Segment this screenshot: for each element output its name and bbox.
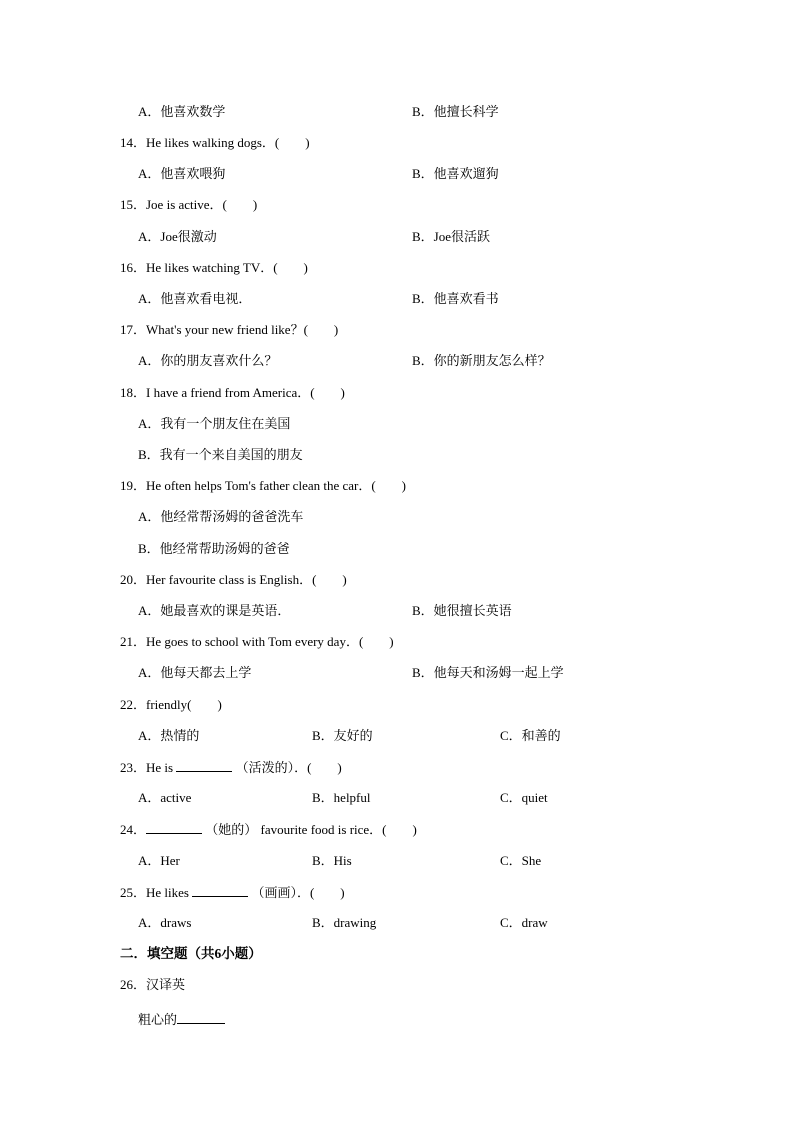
q18-option-a[interactable]: A．我有一个朋友住在美国 [138,416,291,431]
q25-option-a[interactable]: A．draws [138,915,192,930]
q23-option-a[interactable]: A．active [138,790,192,805]
q26-stem: 26．汉译英 [120,977,186,992]
q25-answer-blank[interactable] [192,883,248,897]
q25-stem-post: （画画）．( ) [251,885,345,900]
q23-stem-pre: 23．He is [120,760,174,775]
q20-option-a[interactable]: A．她最喜欢的课是英语． [138,603,291,618]
q25-stem [120,883,345,902]
q25-option-b[interactable]: B．drawing [312,915,377,930]
q15-option-a[interactable]: A．Joe很激动 [138,229,217,244]
q19-option-a[interactable]: A．他经常帮汤姆的爸爸洗车 [138,509,304,524]
q14-option-b[interactable]: B．他喜欢遛狗 [412,166,499,181]
q16-stem: 16．He likes watching TV．( ) [120,260,308,275]
q26-item-1-label: 粗心的 [138,1012,178,1027]
section-heading-fill-in: 二．填空题（共6小题） [120,946,262,961]
q16-option-b[interactable]: B．他喜欢看书 [412,291,499,306]
q15-option-b[interactable]: B．Joe很活跃 [412,229,491,244]
q18-option-b[interactable]: B．我有一个来自美国的朋友 [138,447,303,462]
q24-stem-post: （她的） favourite food is rice．( ) [205,822,417,837]
q17-option-b[interactable]: B．你的新朋友怎么样？ [412,353,551,368]
q19-option-b[interactable]: B．他经常帮助汤姆的爸爸 [138,541,290,556]
q24-option-c[interactable]: C．She [500,853,542,868]
q13-option-a[interactable]: A．他喜欢数学 [138,104,226,119]
q13-option-b[interactable]: B．他擅长科学 [412,104,499,119]
q23-option-c[interactable]: C．quiet [500,790,548,805]
q23-option-b[interactable]: B．helpful [312,790,371,805]
q23-answer-blank[interactable] [176,758,232,772]
q21-option-b[interactable]: B．他每天和汤姆一起上学 [412,665,564,680]
q15-stem: 15．Joe is active．( ) [120,197,258,212]
q25-option-c[interactable]: C．draw [500,915,548,930]
q21-stem: 21．He goes to school with Tom every day．( ) [120,634,394,649]
q24-stem [120,820,417,839]
q23-stem [120,758,342,777]
q26-item-1-blank[interactable] [177,1010,225,1024]
q14-stem: 14．He likes walking dogs．( ) [120,135,310,150]
q18-stem: 18．I have a friend from America．( ) [120,385,345,400]
q17-stem: 17．What's your new friend like？( ) [120,322,339,337]
q20-stem: 20．Her favourite class is English．( ) [120,572,347,587]
q22-option-a[interactable]: A．热情的 [138,728,200,743]
q20-option-b[interactable]: B．她很擅长英语 [412,603,512,618]
q24-option-b[interactable]: B．His [312,853,352,868]
q22-option-c[interactable]: C．和善的 [500,728,561,743]
q24-answer-blank[interactable] [146,820,202,834]
q24-stem-pre: 24． [120,822,147,837]
q23-stem-post: （活泼的）．( ) [235,760,342,775]
q24-option-a[interactable]: A．Her [138,853,180,868]
q22-stem: 22．friendly( ) [120,697,222,712]
q16-option-a[interactable]: A．他喜欢看电视． [138,291,252,306]
q17-option-a[interactable]: A．你的朋友喜欢什么？ [138,353,278,368]
q21-option-a[interactable]: A．他每天都去上学 [138,665,252,680]
q22-option-b[interactable]: B．友好的 [312,728,373,743]
q25-stem-pre: 25．He likes [120,885,189,900]
q14-option-a[interactable]: A．他喜欢喂狗 [138,166,226,181]
q26-item-1 [138,1010,225,1029]
q19-stem: 19．He often helps Tom's father clean the car．( ) [120,478,407,493]
